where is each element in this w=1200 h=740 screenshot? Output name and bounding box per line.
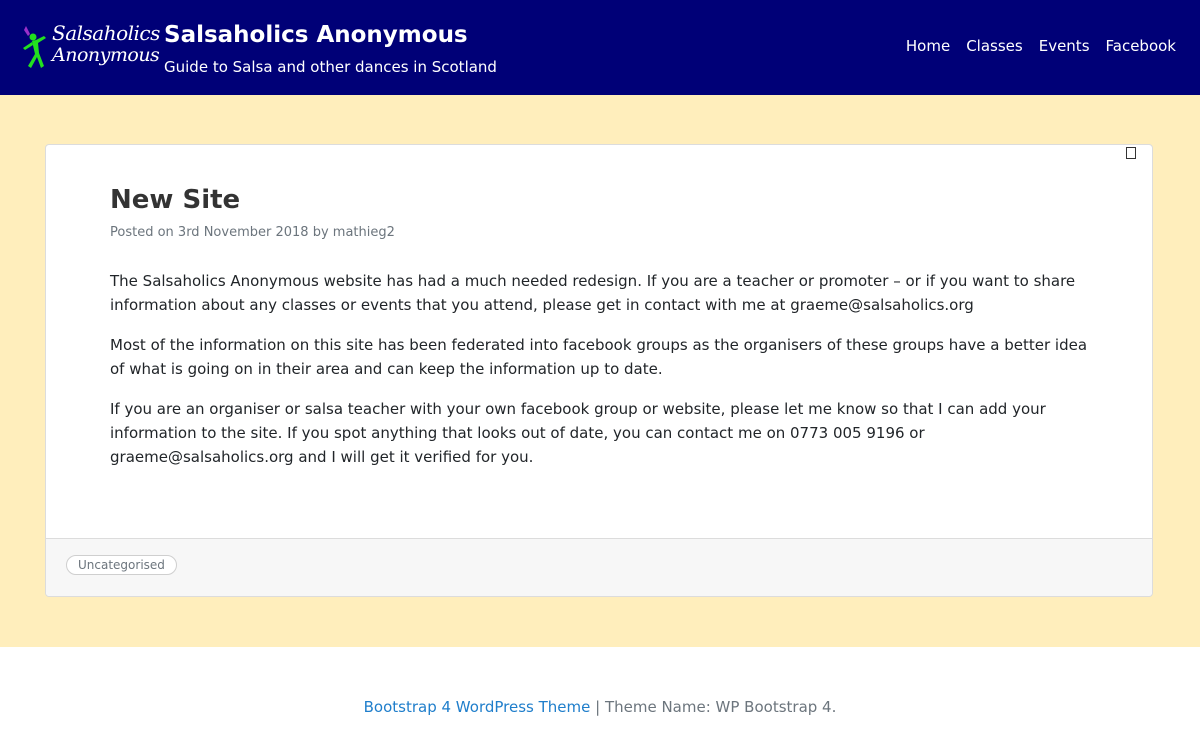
nav-facebook[interactable]: Facebook bbox=[1105, 37, 1176, 55]
site-header bbox=[0, 0, 1200, 95]
main-nav bbox=[890, 37, 1176, 55]
nav-events[interactable]: Events bbox=[1038, 37, 1090, 55]
footer-credits bbox=[0, 698, 1200, 716]
footer-separator: | bbox=[590, 698, 605, 716]
post-footer bbox=[46, 538, 1152, 596]
post-paragraph-2: Most of the information on this site has been federated into facebook groups as the organisers of these groups have a better idea of what is going on in their area and can keep the information up to date. bbox=[110, 336, 1088, 378]
site-footer bbox=[0, 647, 1200, 740]
post-paragraph-1: The Salsaholics Anonymous website has had a much needed redesign. If you are a teacher or promoter – or if you want to share information about any classes or events that you attend, please get in contact with me at graeme@salsaholics.org bbox=[110, 272, 1076, 314]
post-meta bbox=[110, 225, 395, 240]
by-label: by bbox=[312, 225, 329, 240]
post-title[interactable]: New Site bbox=[110, 185, 241, 215]
nav-classes[interactable]: Classes bbox=[966, 37, 1023, 55]
theme-link[interactable]: Bootstrap 4 WordPress Theme bbox=[363, 698, 591, 716]
logo-text-line1: Salsaholics bbox=[52, 21, 160, 45]
posted-on-label: Posted on bbox=[110, 225, 174, 240]
post-card bbox=[45, 144, 1153, 597]
logo-text-line2: Anonymous bbox=[52, 44, 160, 66]
category-badge[interactable]: Uncategorised bbox=[66, 555, 177, 575]
dancer-icon bbox=[20, 24, 50, 72]
post-author[interactable]: mathieg2 bbox=[332, 225, 395, 240]
post-body bbox=[110, 269, 1100, 485]
site-logo[interactable] bbox=[20, 21, 160, 74]
site-description: Guide to Salsa and other dances in Scotland bbox=[164, 58, 497, 76]
nav-home[interactable]: Home bbox=[905, 37, 951, 55]
post-date[interactable]: 3rd November 2018 bbox=[177, 225, 309, 240]
theme-name: Theme Name: WP Bootstrap 4. bbox=[604, 698, 837, 716]
post-paragraph-3: If you are an organiser or salsa teacher with your own facebook group or website, please let me know so that I can add your information to the site. If you spot anything that looks out of date, you can contact me on 0773 005 9196 or graeme@salsaholics.org and I will get it verified for you. bbox=[110, 400, 1046, 466]
site-title[interactable]: Salsaholics Anonymous bbox=[164, 22, 468, 48]
square-icon[interactable] bbox=[1126, 147, 1136, 159]
